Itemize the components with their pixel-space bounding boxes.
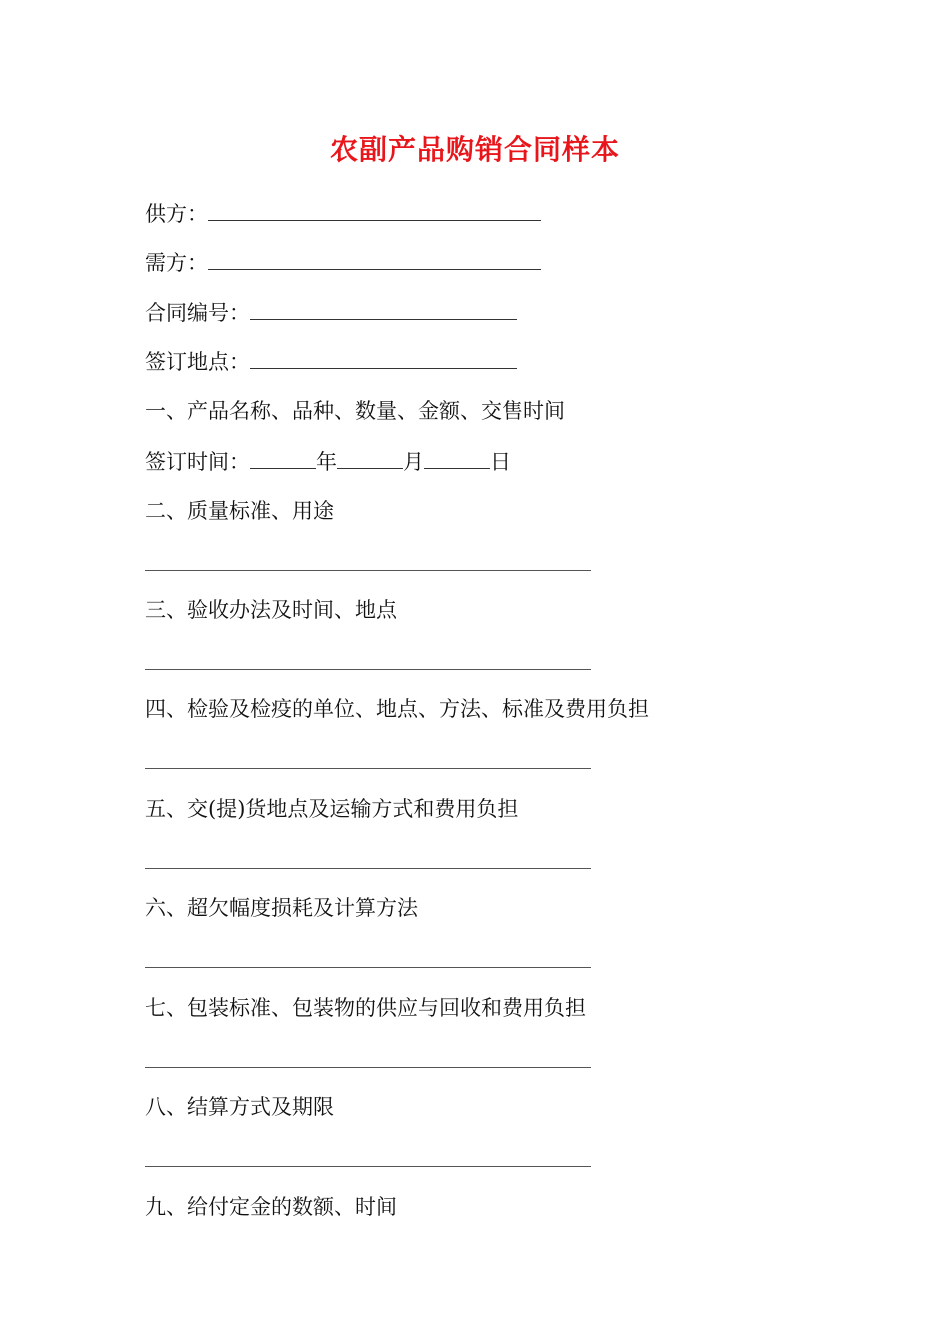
section-heading: 四、检验及检疫的单位、地点、方法、标准及费用负担 [145,697,649,721]
year-blank[interactable] [250,446,316,469]
buyer-field [145,247,541,278]
month-label: 月 [403,450,424,474]
answer-line[interactable] [145,1166,591,1167]
section-heading: 六、超欠幅度损耗及计算方法 [145,896,418,920]
supplier-blank[interactable] [208,198,541,221]
month-blank[interactable] [337,446,403,469]
answer-line[interactable] [145,669,591,670]
day-blank[interactable] [424,446,490,469]
contract-no-blank[interactable] [250,297,517,320]
contract-no-field [145,297,517,328]
buyer-label: 需方： [145,251,208,275]
year-label: 年 [316,450,337,474]
section-heading: 二、质量标准、用途 [145,499,334,523]
answer-line[interactable] [145,570,591,571]
section-heading: 七、包装标准、包装物的供应与回收和费用负担 [145,996,586,1020]
sign-place-label: 签订地点： [145,350,250,374]
buyer-blank[interactable] [208,247,541,270]
document-title: 农副产品购销合同样本 [329,133,620,166]
sign-place-field [145,346,517,377]
answer-line[interactable] [145,868,591,869]
section-heading: 九、给付定金的数额、时间 [145,1195,397,1219]
day-label: 日 [490,450,511,474]
contract-no-label: 合同编号： [145,301,250,325]
section-heading: 一、产品名称、品种、数量、金额、交售时间 [145,399,565,423]
sign-time-field [145,446,511,477]
supplier-field [145,198,541,229]
section-heading: 八、结算方式及期限 [145,1095,334,1119]
section-heading: 三、验收办法及时间、地点 [145,598,397,622]
section-heading: 五、交(提)货地点及运输方式和费用负担 [145,797,519,821]
answer-line[interactable] [145,1067,591,1068]
supplier-label: 供方： [145,202,208,226]
sign-place-blank[interactable] [250,346,517,369]
sign-time-label: 签订时间： [145,450,250,474]
answer-line[interactable] [145,967,591,968]
answer-line[interactable] [145,768,591,769]
